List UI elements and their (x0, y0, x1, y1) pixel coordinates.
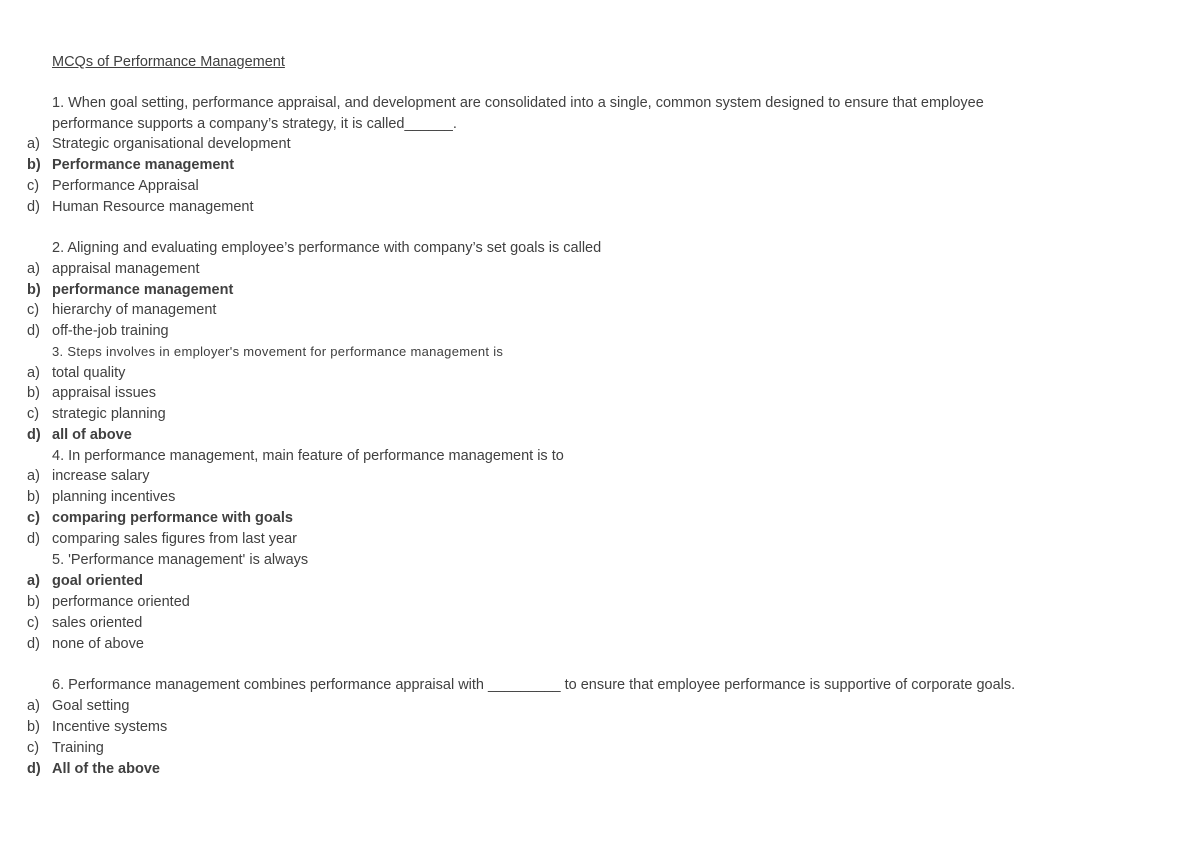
option-text: off-the-job training (52, 323, 169, 339)
option-letter: d) (27, 636, 40, 652)
option-letter: d) (27, 199, 40, 215)
question-1-text-line-1: 1. When goal setting, performance appraisal, and development are consolidated into a single, common system designed to ensure that employee (52, 95, 984, 111)
question-4-option-c-answer (27, 508, 293, 528)
question-3-text: 3. Steps involves in employer's movement for performance management is (52, 344, 504, 359)
option-text: appraisal management (52, 261, 200, 277)
option-text: comparing performance with goals (52, 510, 293, 526)
option-text: Goal setting (52, 698, 130, 714)
option-letter: c) (27, 740, 40, 756)
option-text: sales oriented (52, 615, 143, 631)
option-text: All of the above (52, 761, 160, 777)
question-5-option-b (27, 592, 190, 612)
question-6-option-d-answer (27, 759, 160, 779)
question-2-option-c (27, 300, 216, 320)
option-letter: d) (27, 323, 40, 339)
option-text: comparing sales figures from last year (52, 531, 297, 547)
question-6-option-b (27, 717, 167, 737)
option-text: Incentive systems (52, 719, 168, 735)
question-5-option-c (27, 613, 142, 633)
question-2-option-b-answer (27, 280, 233, 300)
option-letter: b) (27, 719, 40, 735)
option-letter: b) (27, 282, 41, 298)
option-text: Performance Appraisal (52, 178, 199, 194)
option-letter: d) (27, 531, 40, 547)
question-3-option-a (27, 363, 125, 383)
option-letter: b) (27, 385, 40, 401)
question-3-option-d-answer (27, 425, 132, 445)
question-4-option-b (27, 487, 175, 507)
option-text: Human Resource management (52, 199, 254, 215)
question-6-option-a (27, 696, 129, 716)
question-1-text-line-2: performance supports a company’s strategy, it is called______. (52, 116, 457, 132)
option-letter: b) (27, 157, 41, 173)
option-letter: a) (27, 365, 40, 381)
option-text: Training (52, 740, 104, 756)
question-2-option-d (27, 321, 169, 341)
question-4-option-d (27, 529, 297, 549)
option-letter: c) (27, 406, 40, 422)
option-letter: c) (27, 302, 40, 318)
option-letter: d) (27, 427, 41, 443)
option-text: Strategic organisational development (52, 136, 291, 152)
option-text: increase salary (52, 468, 150, 484)
option-letter: a) (27, 136, 40, 152)
option-text: planning incentives (52, 489, 176, 505)
question-1-option-d (27, 197, 254, 217)
question-6-text: 6. Performance management combines performance appraisal with _________ to ensure that employee performance is supportive of corporate goals. (52, 677, 1016, 693)
option-text: Performance management (52, 157, 235, 173)
option-text: performance management (52, 282, 234, 298)
option-letter: b) (27, 594, 40, 610)
option-text: total quality (52, 365, 126, 381)
option-letter: c) (27, 510, 40, 526)
option-text: appraisal issues (52, 385, 156, 401)
question-6-option-c (27, 738, 104, 758)
question-1-option-a (27, 134, 291, 154)
question-1-option-c (27, 176, 199, 196)
option-text: strategic planning (52, 406, 166, 422)
option-letter: a) (27, 698, 40, 714)
question-4-text: 4. In performance management, main feature of performance management is to (52, 448, 564, 464)
question-5-text: 5. 'Performance management' is always (52, 552, 309, 568)
option-letter: b) (27, 489, 40, 505)
option-text: none of above (52, 636, 144, 652)
question-5-option-a-answer (27, 571, 143, 591)
option-letter: c) (27, 178, 40, 194)
question-1-option-b-answer (27, 155, 234, 175)
option-text: goal oriented (52, 573, 144, 589)
option-letter: a) (27, 261, 40, 277)
question-5-option-d (27, 634, 144, 654)
option-letter: a) (27, 573, 40, 589)
option-letter: c) (27, 615, 40, 631)
question-2-option-a (27, 259, 200, 279)
option-text: all of above (52, 427, 132, 443)
option-text: performance oriented (52, 594, 190, 610)
option-letter: d) (27, 761, 41, 777)
option-text: hierarchy of management (52, 302, 217, 318)
question-2-text: 2. Aligning and evaluating employee’s performance with company’s set goals is called (52, 240, 602, 256)
question-3-option-b (27, 383, 156, 403)
question-4-option-a (27, 466, 150, 486)
question-3-option-c (27, 404, 166, 424)
option-letter: a) (27, 468, 40, 484)
page-title: MCQs of Performance Management (52, 54, 285, 70)
